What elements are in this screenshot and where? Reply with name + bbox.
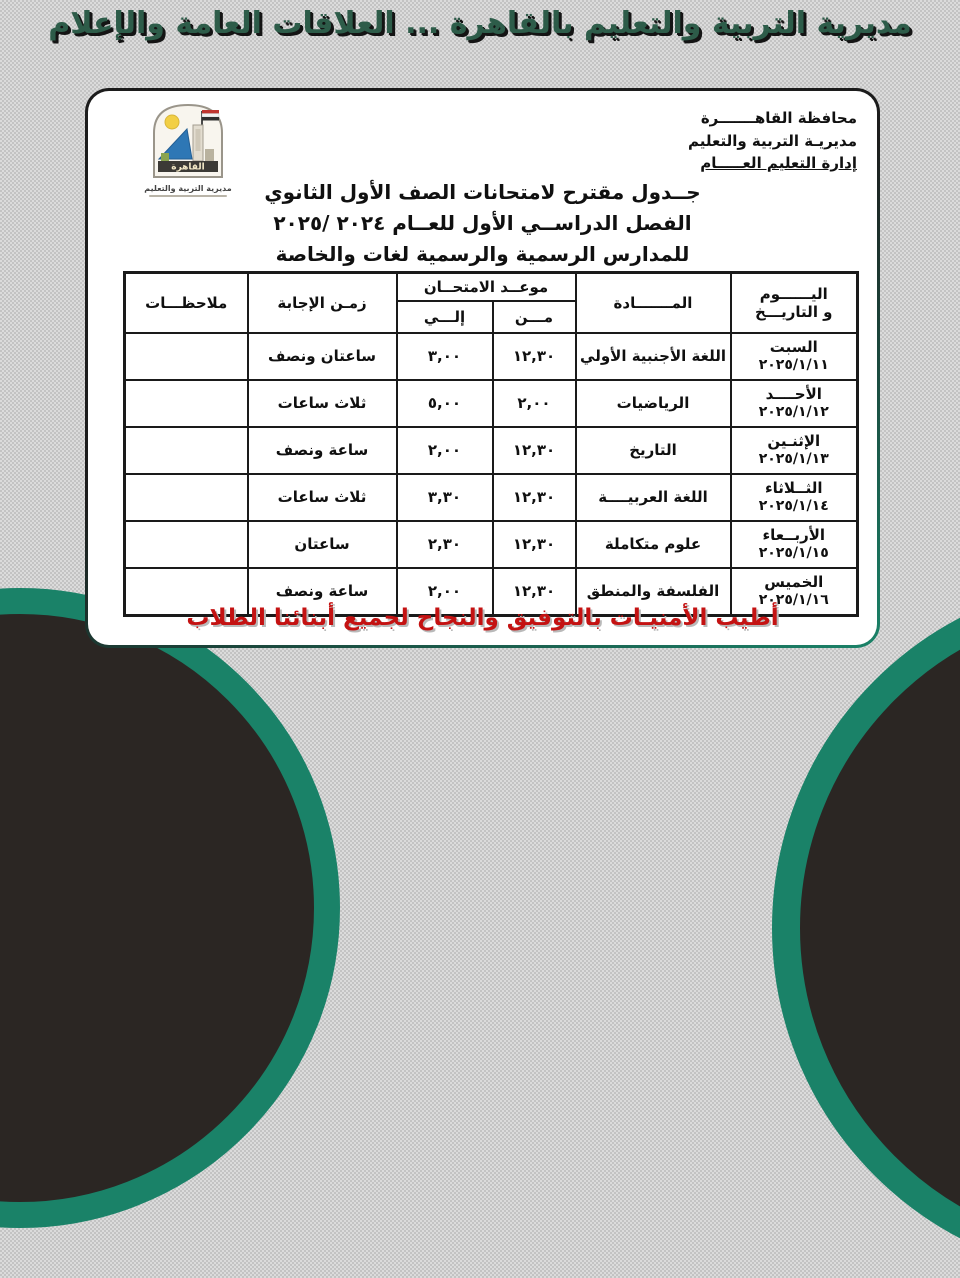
day-name: الإثنـين — [767, 431, 821, 450]
day-date: ٢٠٢٥/١/١٥ — [758, 544, 829, 561]
schedule-card-frame — [85, 88, 880, 648]
table-row — [125, 474, 858, 521]
subject-cell: الرياضيات — [576, 380, 731, 427]
table-row — [125, 521, 858, 568]
day-name: الثــلاثاء — [765, 478, 823, 497]
day-date: ٢٠٢٥/١/١٤ — [758, 497, 829, 514]
col-header-day — [731, 273, 858, 333]
from-cell: ١٢,٣٠ — [493, 333, 576, 380]
duration-cell: ساعتان — [248, 521, 397, 568]
document-title — [88, 177, 877, 270]
to-cell: ٢,٠٠ — [397, 568, 493, 616]
day-cell — [731, 521, 858, 568]
day-name: الخميس — [764, 572, 824, 591]
col-header-subject: المـــــــادة — [576, 273, 731, 333]
duration-cell: ساعتان ونصف — [248, 333, 397, 380]
day-name: السبت — [769, 337, 818, 356]
agency-line-governorate: محافظة القاهـــــــرة — [700, 109, 857, 127]
schedule-card — [88, 91, 877, 645]
notes-cell — [125, 333, 248, 380]
duration-cell: ساعة ونصف — [248, 427, 397, 474]
col-header-from: مـــن — [493, 301, 576, 333]
logo-city-label: القاهرة — [171, 162, 205, 173]
to-cell: ٣,٠٠ — [397, 333, 493, 380]
agency-line-administration: إدارة التعليم العـــــام — [700, 154, 857, 172]
document-title-line-3: للمدارس الرسمية والرسمية لغات والخاصة — [275, 242, 690, 266]
notes-cell — [125, 427, 248, 474]
col-header-day-line1: اليــــــوم — [759, 284, 828, 303]
day-cell — [731, 380, 858, 427]
table-row — [125, 427, 858, 474]
from-cell: ١٢,٣٠ — [493, 474, 576, 521]
agency-header — [688, 107, 857, 175]
duration-cell: ثلاث ساعات — [248, 380, 397, 427]
exam-schedule-table — [123, 271, 859, 617]
duration-cell: ثلاث ساعات — [248, 474, 397, 521]
page-title: مديرية التربية والتعليم بالقاهرة ... العلاقات العامة والإعلام — [48, 6, 912, 41]
from-cell: ١٢,٣٠ — [493, 521, 576, 568]
col-header-notes: ملاحظـــات — [125, 273, 248, 333]
duration-cell: ساعة ونصف — [248, 568, 397, 616]
notes-cell — [125, 474, 248, 521]
subject-cell: علوم متكاملة — [576, 521, 731, 568]
day-name: الأربــعاء — [762, 525, 826, 544]
day-name: الأحــــد — [765, 384, 822, 403]
subject-cell: الفلسفة والمنطق — [576, 568, 731, 616]
notes-cell — [125, 380, 248, 427]
subject-cell: اللغة الأجنبية الأولي — [576, 333, 731, 380]
decorative-circle-bottom-left — [0, 588, 340, 1228]
day-date: ٢٠٢٥/١/١٦ — [758, 591, 829, 608]
day-cell — [731, 333, 858, 380]
document-title-line-1: جــدول مقترح لامتحانات الصف الأول الثانوي — [264, 180, 701, 204]
from-cell: ٢,٠٠ — [493, 380, 576, 427]
decorative-circle-bottom-right — [772, 578, 960, 1278]
day-cell — [731, 427, 858, 474]
cairo-education-logo-icon — [149, 99, 227, 179]
table-row — [125, 380, 858, 427]
from-cell: ١٢,٣٠ — [493, 427, 576, 474]
to-cell: ٢,٠٠ — [397, 427, 493, 474]
document-title-line-2: الفصل الدراســي الأول للعــام ٢٠٢٤ /٢٠٢٥ — [273, 211, 692, 235]
day-date: ٢٠٢٥/١/١١ — [758, 356, 829, 373]
from-cell: ١٢,٣٠ — [493, 568, 576, 616]
table-row — [125, 333, 858, 380]
subject-cell: اللغة العربيــــة — [576, 474, 731, 521]
to-cell: ٥,٠٠ — [397, 380, 493, 427]
day-date: ٢٠٢٥/١/١٢ — [758, 403, 829, 420]
to-cell: ٢,٣٠ — [397, 521, 493, 568]
day-date: ٢٠٢٥/١/١٣ — [758, 450, 829, 467]
agency-line-directorate: مديريـة التربية والتعليم — [688, 131, 857, 150]
col-header-to: إلـــي — [397, 301, 493, 333]
col-header-exam-time: موعــد الامتحــان — [397, 273, 576, 301]
logo-caption: مديرية التربية والتعليم — [144, 184, 232, 193]
col-header-day-line2: و التاريـــخ — [754, 302, 833, 321]
good-wishes-message: أطيب الأمنيـات بالتوفيق والنجاح لجميع أبنائنا الطلاب — [186, 605, 779, 631]
to-cell: ٣,٣٠ — [397, 474, 493, 521]
subject-cell: التاريخ — [576, 427, 731, 474]
notes-cell — [125, 521, 248, 568]
col-header-duration: زمـن الإجابة — [248, 273, 397, 333]
day-cell — [731, 474, 858, 521]
